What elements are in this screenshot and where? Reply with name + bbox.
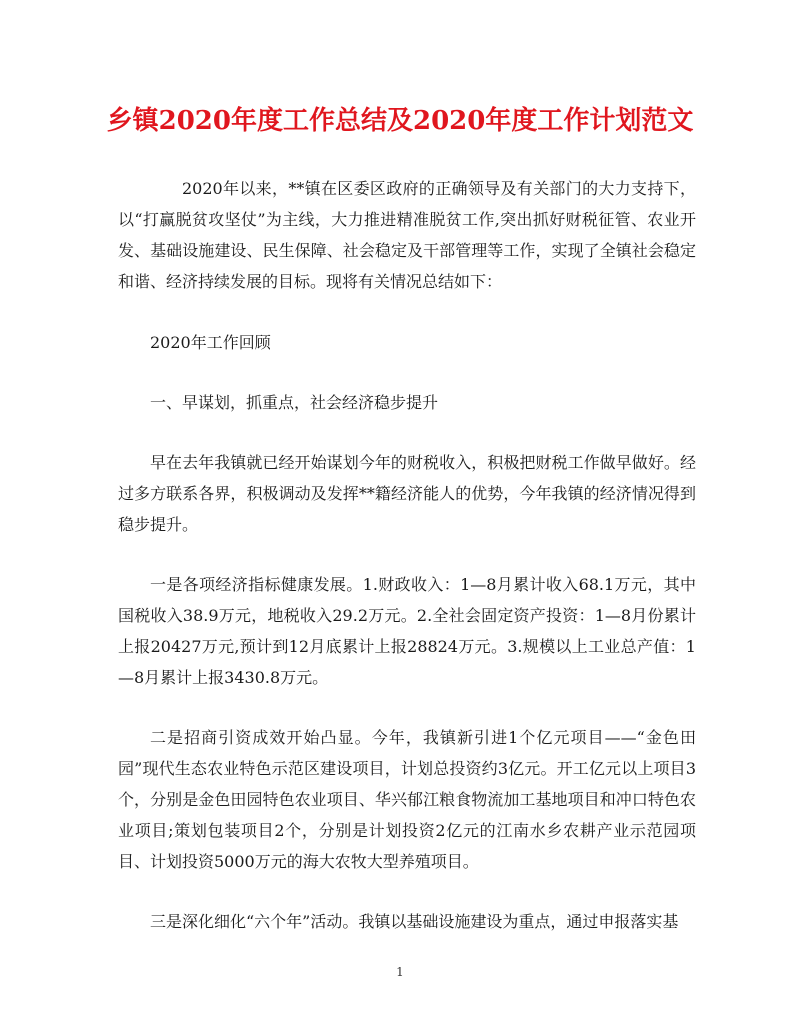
- paragraph-intro: 2020年以来，**镇在区委区政府的正确领导及有关部门的大力支持下，以“打赢脱贫攻坚仗”为主线，大力推进精准脱贫工作,突出抓好财税征管、农业开发、基础设施建设、民生保障、社会稳定及干部管理等工作，实现了全镇社会稳定和谐、经济持续发展的目标。现将有关情况总结如下：: [118, 179, 696, 291]
- section-heading-review: 2020年工作回顾: [150, 333, 271, 352]
- page-number: 1: [396, 965, 404, 979]
- paragraph-investment: 二是招商引资成效开始凸显。今年，我镇新引进1个亿元项目——“金色田园”现代生态农业特色示范区建设项目，计划总投资约3亿元。开工亿元以上项目3个，分别是金色田园特色农业项目、华兴郁江粮食物流加工基地项目和冲口特色农业项目;策划包装项目2个，分别是计划投资2亿元的江南水乡农耕产业示范园项目、计划投资5000万元的海大农牧大型养殖项目。: [118, 728, 696, 871]
- paragraph-economic-indicators: 一是各项经济指标健康发展。1.财政收入：1—8月累计收入68.1万元，其中国税收入38.9万元，地税收入29.2万元。2.全社会固定资产投资：1—8月份累计上报20427万元,预计到12月底累计上报28824万元。3.规模以上工业总产值：1—8月累计上报3430.8万元。: [118, 575, 696, 687]
- section-heading-one: 一、早谋划，抓重点，社会经济稳步提升: [150, 393, 439, 412]
- document-title: 乡镇2020年度工作总结及2020年度工作计划范文: [106, 106, 694, 136]
- paragraph-six-years: 三是深化细化“六个年”活动。我镇以基础设施建设为重点，通过申报落实基: [150, 912, 679, 931]
- paragraph-planning: 早在去年我镇就已经开始谋划今年的财税收入，积极把财税工作做早做好。经过多方联系各界，积极调动及发挥**籍经济能人的优势，今年我镇的经济情况得到稳步提升。: [118, 453, 696, 534]
